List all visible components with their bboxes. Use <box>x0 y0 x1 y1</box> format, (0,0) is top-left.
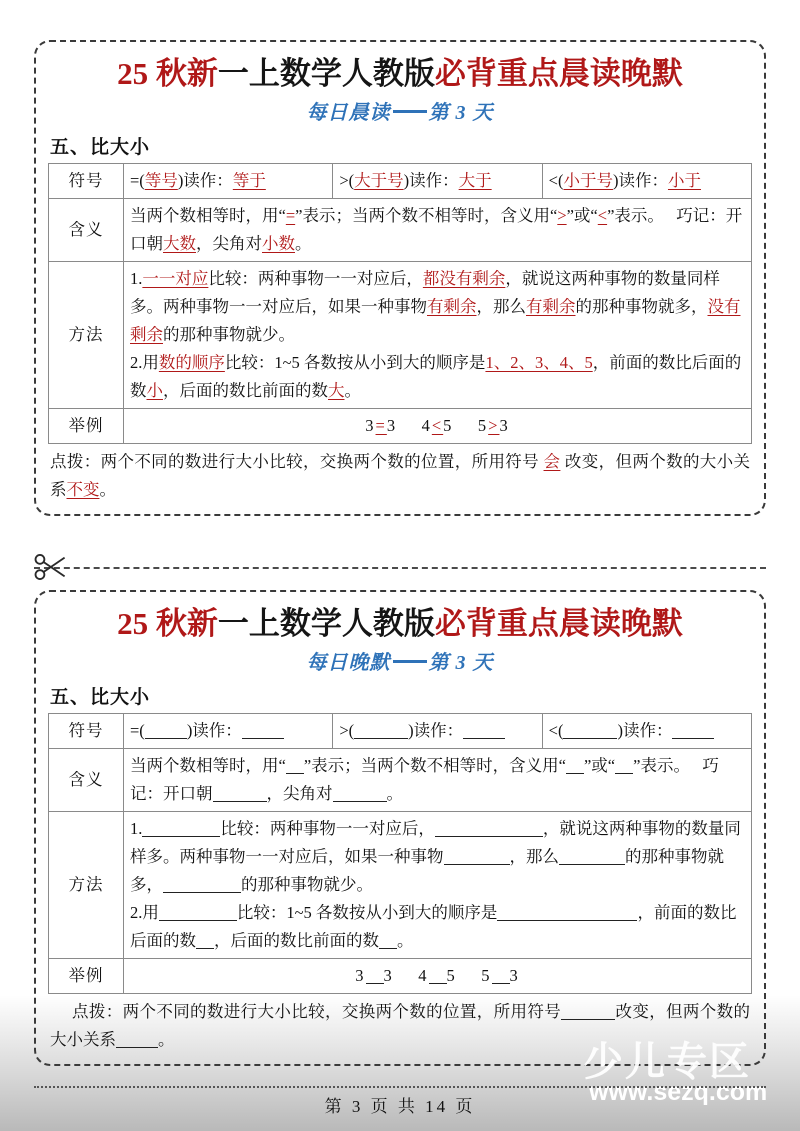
m2-text-d: 。 <box>344 381 361 400</box>
m2-text-d-2: 。 <box>397 931 414 950</box>
morning-table <box>48 163 752 444</box>
title-red-suffix-2: 必背重点晨读晚默 <box>434 606 683 641</box>
ex3-left-2: 5 <box>481 966 492 985</box>
meaning-text-1-2: 当两个数相等时，用“ <box>130 756 286 775</box>
m1-text-e: 的那种事物就少。 <box>163 325 295 344</box>
morning-tip-answer-1: 会 <box>543 452 561 471</box>
evening-table <box>48 713 752 994</box>
meaning-small-number: 小数 <box>262 234 295 253</box>
table-row-meaning-blank <box>49 749 752 812</box>
cell-symbol-greater <box>333 164 542 199</box>
eq-name: 等号 <box>144 171 178 190</box>
m2-text-b-2: ，前面的数比后面的数 <box>130 903 737 950</box>
m2-text-a: 比较：1~5 各数按从小到大的顺序是 <box>224 353 486 372</box>
morning-tip-text-b: 改变，但两个数的大小关系 <box>50 452 751 499</box>
m2-text-c: ，后面的数比前面的数 <box>163 381 328 400</box>
title-black-mid-2: 一上数学人教版 <box>217 606 435 641</box>
ex1-left: 3 <box>365 416 376 435</box>
example-2-blank <box>418 966 457 985</box>
gt-open: >( <box>339 171 355 190</box>
example-3 <box>478 416 510 435</box>
evening-tip <box>50 998 750 1054</box>
meaning-eq-symbol: = <box>285 206 296 225</box>
cell-meaning-body-blank <box>124 749 752 812</box>
cut-line <box>34 567 766 571</box>
row-label-symbol-2: 符号 <box>49 714 124 749</box>
table-row-symbol <box>49 164 752 199</box>
lt-read-blank[interactable] <box>672 738 714 739</box>
meaning-text-1: 当两个数相等时，用“ <box>130 206 286 225</box>
example-3-blank <box>481 966 520 985</box>
meaning-small-blank[interactable] <box>333 801 387 802</box>
m2-answer-small: 小 <box>146 381 163 400</box>
meaning-text-7: 。 <box>295 234 312 253</box>
gt-read-blank[interactable] <box>463 738 505 739</box>
m2-big-blank[interactable] <box>379 948 397 949</box>
m1-keyword-has-remainder-2: 有剩余 <box>526 297 576 316</box>
m1-text-b-2: ，就说这两种事物的数量同样多。两种事物一一对应后，如果一种事物 <box>130 819 741 866</box>
morning-tip-text-c: 。 <box>99 480 116 499</box>
ex3-right-2: 3 <box>509 966 520 985</box>
m1-keyword-blank[interactable] <box>142 836 220 837</box>
example-1 <box>365 416 397 435</box>
m1-keyword-no-remainder-2: 没有剩余 <box>130 297 741 344</box>
lt-close-2: )读作： <box>617 721 673 740</box>
meaning-text-6: ，尖角对 <box>196 234 262 253</box>
m1-text-a-2: 比较：两种事物一一对应后， <box>220 819 435 838</box>
lt-read: 小于 <box>667 171 701 190</box>
method-item-1 <box>130 265 745 349</box>
m1-blank-2[interactable] <box>435 836 543 837</box>
method-item-2 <box>130 349 745 405</box>
ex1-left-2: 3 <box>355 966 366 985</box>
meaning-text-4-2: ”表示。 <box>633 756 690 775</box>
m1-number: 1. <box>130 269 143 288</box>
cell-symbol-equal <box>124 164 333 199</box>
cell-symbol-greater-blank <box>333 714 542 749</box>
subtitle-rule-2 <box>393 660 427 663</box>
watermark-brand: 少儿专区 <box>583 1040 751 1084</box>
meaning-text-3: ”或“ <box>566 206 598 225</box>
gt-name-blank[interactable] <box>354 738 408 739</box>
page-title <box>48 52 752 96</box>
meaning-lt-blank[interactable] <box>615 773 633 774</box>
title-red-suffix: 必背重点晨读晚默 <box>434 56 683 91</box>
morning-section-heading: 五、比大小 <box>50 137 151 158</box>
m2-text-a-2: 比较：1~5 各数按从小到大的顺序是 <box>236 903 498 922</box>
ex2-right: 5 <box>443 416 454 435</box>
table-row-symbol-blank <box>49 714 752 749</box>
cell-symbol-less-blank <box>542 714 751 749</box>
table-row-example-blank <box>49 959 752 994</box>
evening-subtitle-post: 第 3 天 <box>428 652 494 674</box>
cell-meaning-body <box>124 199 752 262</box>
page-title-2 <box>48 602 752 646</box>
method-item-1-blank <box>130 815 745 899</box>
row-label-meaning-2: 含义 <box>49 749 124 812</box>
morning-subtitle <box>48 98 752 128</box>
evening-tip-text-c: 。 <box>158 1030 175 1049</box>
m2-small-blank[interactable] <box>196 948 214 949</box>
m1-keyword-correspondence: 一一对应 <box>142 269 209 288</box>
m1-keyword-no-remainder: 都没有剩余 <box>422 269 506 288</box>
meaning-big-number: 大数 <box>163 234 196 253</box>
meaning-text-4: ”表示。 <box>607 206 664 225</box>
cell-symbol-equal-blank <box>124 714 333 749</box>
row-label-method: 方法 <box>49 262 124 409</box>
evening-tip-text-a: 点拨：两个不同的数进行大小比较，交换两个数的位置，所用符号 <box>72 1002 562 1021</box>
evening-tip-blank-1[interactable] <box>561 1019 615 1020</box>
meaning-text-5: 巧记：开口朝 <box>130 206 743 253</box>
eq-close: )读作： <box>177 171 233 190</box>
m1-blank-4[interactable] <box>559 864 625 865</box>
meaning-text-6-2: ，尖角对 <box>266 784 333 803</box>
ex3-left: 5 <box>477 416 489 435</box>
morning-subtitle-post: 第 3 天 <box>428 102 494 124</box>
m2-sequence-blank[interactable] <box>497 920 637 921</box>
evening-section-heading: 五、比大小 <box>50 687 151 708</box>
ex2-right-2: 5 <box>446 966 457 985</box>
m1-blank-3[interactable] <box>444 864 510 865</box>
cell-symbol-less <box>542 164 751 199</box>
title-black-mid: 一上数学人教版 <box>217 56 435 91</box>
evening-tip-text-b: 改变，但两个数的大小关系 <box>50 1002 751 1049</box>
gt-name: 大于号 <box>354 171 404 190</box>
eq-name-blank[interactable] <box>145 738 187 739</box>
subtitle-rule <box>393 110 427 113</box>
m1-text-e-2: 的那种事物就少。 <box>241 875 373 894</box>
gt-close-2: )读作： <box>408 721 464 740</box>
m2-number-2: 2.用 <box>130 903 159 922</box>
eq-read: 等于 <box>232 171 266 190</box>
table-row-method <box>49 262 752 409</box>
row-label-method-2: 方法 <box>49 812 124 959</box>
morning-tip <box>50 448 750 504</box>
lt-open-2: <( <box>548 721 564 740</box>
m1-text-c: ，那么 <box>476 297 526 316</box>
ex2-left-2: 4 <box>418 966 429 985</box>
scissors-icon <box>34 552 68 582</box>
cell-example-body <box>124 409 752 444</box>
lt-close: )读作： <box>612 171 668 190</box>
gt-close: )读作： <box>403 171 459 190</box>
ex2-operator: < <box>431 416 444 435</box>
meaning-eq-blank[interactable] <box>286 773 304 774</box>
ex1-operator: = <box>375 416 387 435</box>
title-red-prefix: 25 秋新 <box>117 56 218 91</box>
row-label-symbol: 符号 <box>49 164 124 199</box>
meaning-text-2: ”表示；当两个数不相等时，含义用“ <box>295 206 558 225</box>
gt-open-2: >( <box>339 721 355 740</box>
example-2 <box>422 416 454 435</box>
morning-subtitle-pre: 每日晨读 <box>306 102 391 124</box>
lt-open: <( <box>548 171 564 190</box>
table-row-example <box>49 409 752 444</box>
ex1-operator-blank[interactable] <box>366 983 384 984</box>
m2-text-b: ，前面的数比后面的数 <box>130 353 742 400</box>
ex2-operator-blank[interactable] <box>429 983 447 984</box>
m1-text-d: 的那种事物就多， <box>575 297 708 316</box>
table-row-method-blank <box>49 812 752 959</box>
cell-example-body-blank <box>124 959 752 994</box>
m1-text-a: 比较：两种事物一一对应后， <box>208 269 423 288</box>
ex1-right: 3 <box>386 416 398 435</box>
row-label-example-2: 举例 <box>49 959 124 994</box>
lt-name-blank[interactable] <box>563 738 617 739</box>
eq-read-blank[interactable] <box>242 738 284 739</box>
evening-tip-blank-2[interactable] <box>116 1047 158 1048</box>
example-1-blank <box>355 966 394 985</box>
footer-divider <box>34 1086 766 1088</box>
m1-text-b: ，就说这两种事物的数量同样多。两种事物一一对应后，如果一种事物 <box>130 269 720 316</box>
m2-sequence: 1、2、3、4、5 <box>485 353 593 372</box>
row-label-meaning: 含义 <box>49 199 124 262</box>
ex1-right-2: 3 <box>383 966 394 985</box>
m1-blank-5[interactable] <box>163 892 241 893</box>
morning-reading-card <box>34 40 766 516</box>
meaning-big-blank[interactable] <box>213 801 267 802</box>
meaning-text-3-2: ”或“ <box>583 756 616 775</box>
m2-keyword-blank[interactable] <box>159 920 237 921</box>
m2-number: 2.用 <box>130 353 159 372</box>
evening-subtitle-pre: 每日晚默 <box>306 652 391 674</box>
method-item-2-blank <box>130 899 745 955</box>
evening-dictation-card <box>34 590 766 1066</box>
meaning-text-2-2: ”表示；当两个数不相等时，含义用“ <box>303 756 566 775</box>
evening-subtitle <box>48 648 752 678</box>
page-footer: 第 3 页 共 14 页 <box>324 1097 476 1116</box>
gt-read: 大于 <box>458 171 492 190</box>
lt-name: 小于号 <box>563 171 613 190</box>
m1-keyword-has-remainder: 有剩余 <box>427 297 477 316</box>
m1-number-2: 1. <box>130 819 143 838</box>
m1-text-c-2: ，那么 <box>509 847 559 866</box>
ex3-right: 3 <box>499 416 510 435</box>
meaning-lt-symbol: < <box>597 206 608 225</box>
m2-text-c-2: ，后面的数比前面的数 <box>214 931 379 950</box>
title-red-prefix-2: 25 秋新 <box>117 606 218 641</box>
morning-tip-answer-2: 不变 <box>66 480 100 499</box>
watermark-url: www.sezq.com <box>589 1078 768 1106</box>
row-label-example: 举例 <box>49 409 124 444</box>
eq-close-2: )读作： <box>186 721 242 740</box>
meaning-text-5-2: 巧记：开口朝 <box>130 756 719 803</box>
m1-text-d-2: 的那种事物就多， <box>130 847 724 894</box>
ex3-operator-blank[interactable] <box>492 983 510 984</box>
eq-open-2: =( <box>130 721 145 740</box>
meaning-text-7-2: 。 <box>386 784 403 803</box>
cell-method-body-blank <box>124 812 752 959</box>
eq-open: =( <box>130 171 145 190</box>
m2-answer-big: 大 <box>328 381 345 400</box>
table-row-meaning <box>49 199 752 262</box>
cell-method-body <box>124 262 752 409</box>
morning-tip-text-a: 点拨：两个不同的数进行大小比较，交换两个数的位置，所用符号 <box>50 452 540 471</box>
ex2-left: 4 <box>421 416 432 435</box>
ex3-operator: > <box>488 416 500 435</box>
meaning-gt-blank[interactable] <box>566 773 584 774</box>
m2-keyword-number-order: 数的顺序 <box>158 353 225 372</box>
meaning-gt-symbol: > <box>557 206 567 225</box>
